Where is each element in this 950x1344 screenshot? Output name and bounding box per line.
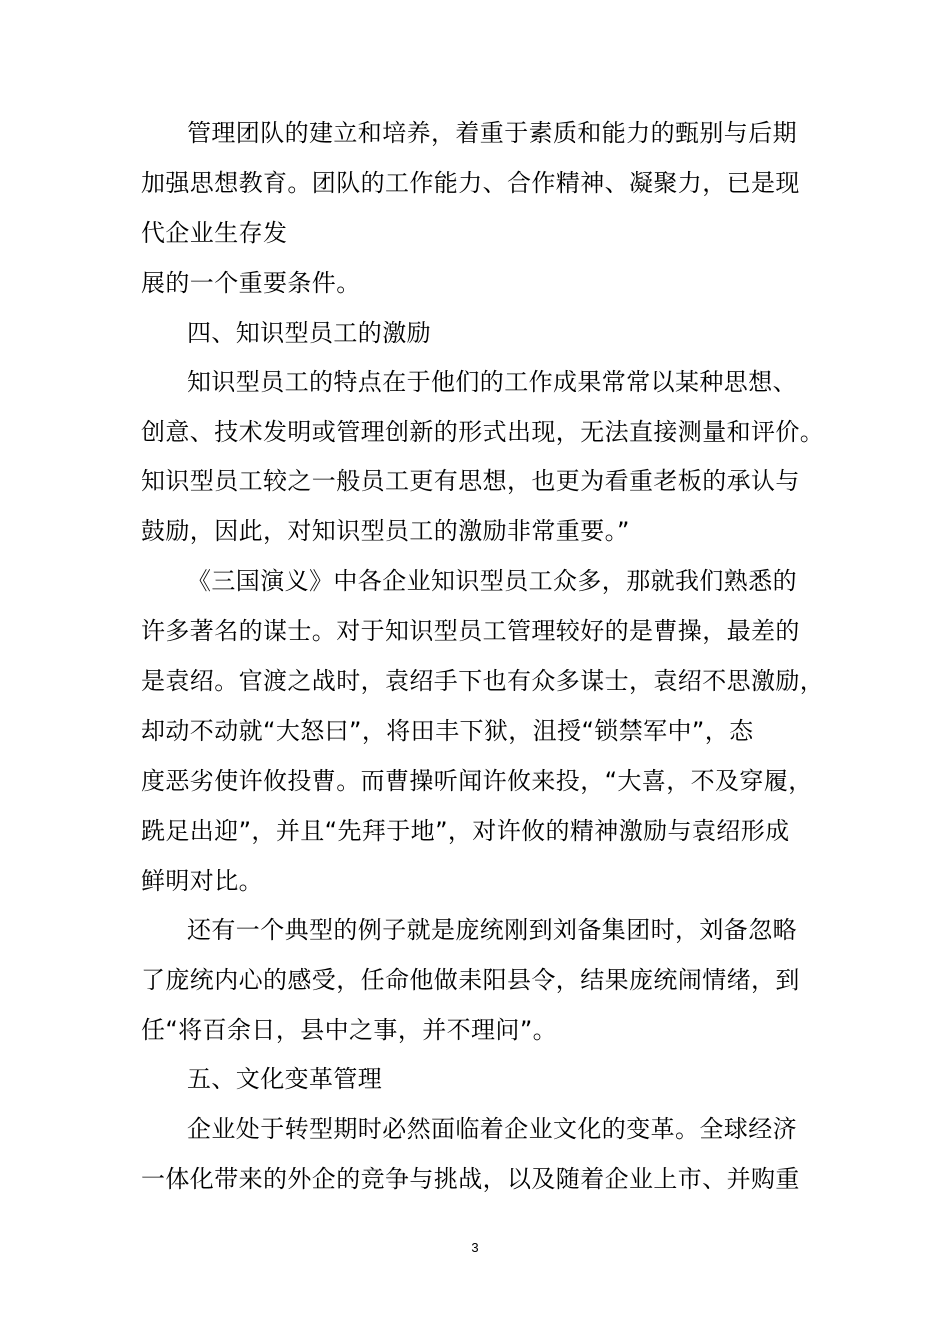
paragraph-line: 展的一个重要条件。 — [141, 269, 361, 297]
paragraph-line: 企业处于转型期时必然面临着企业文化的变革。全球经济 — [187, 1115, 797, 1143]
paragraph-line: 一体化带来的外企的竞争与挑战，以及随着企业上市、并购重 — [141, 1165, 800, 1193]
paragraph-line: 鼓励，因此，对知识型员工的激励非常重要。” — [141, 517, 630, 545]
paragraph-line: 知识型员工的特点在于他们的工作成果常常以某种思想、 — [187, 368, 797, 396]
paragraph-line: 还有一个典型的例子就是庞统刚到刘备集团时，刘备忽略 — [187, 916, 797, 944]
paragraph-line: 管理团队的建立和培养，着重于素质和能力的甄别与后期 — [187, 119, 797, 147]
paragraph-line: 跣足出迎”，并且“先拜于地”，对许攸的精神激励与袁绍形成 — [141, 817, 790, 845]
paragraph-line: 加强思想教育。团队的工作能力、合作精神、凝聚力，已是现 — [141, 169, 800, 197]
page-number: 3 — [471, 1240, 479, 1255]
paragraph-line: 度恶劣使许攸投曹。而曹操听闻许攸来投，“大喜，不及穿履， — [141, 767, 813, 795]
paragraph-line: 创意、技术发明或管理创新的形式出现，无法直接测量和评价。 — [141, 418, 825, 446]
paragraph-line: 了庞统内心的感受，任命他做耒阳县令，结果庞统闹情绪，到 — [141, 966, 800, 994]
paragraph-line: 却动不动就“大怒曰”，将田丰下狱，沮授“锁禁军中”，态 — [141, 717, 754, 745]
paragraph-line: 《三国演义》中各企业知识型员工众多，那就我们熟悉的 — [187, 567, 797, 595]
paragraph-line: 许多著名的谋士。对于知识型员工管理较好的是曹操，最差的 — [141, 617, 800, 645]
paragraph-line: 是袁绍。官渡之战时，袁绍手下也有众多谋士，袁绍不思激励， — [141, 667, 825, 695]
section-heading: 五、文化变革管理 — [187, 1065, 383, 1093]
section-heading: 四、知识型员工的激励 — [187, 319, 431, 347]
paragraph-line: 任“将百余日，县中之事，并不理问”。 — [141, 1016, 558, 1044]
paragraph-line: 知识型员工较之一般员工更有思想，也更为看重老板的承认与 — [141, 467, 800, 495]
paragraph-line: 鲜明对比。 — [141, 867, 263, 895]
paragraph-line: 代企业生存发 — [141, 219, 288, 247]
